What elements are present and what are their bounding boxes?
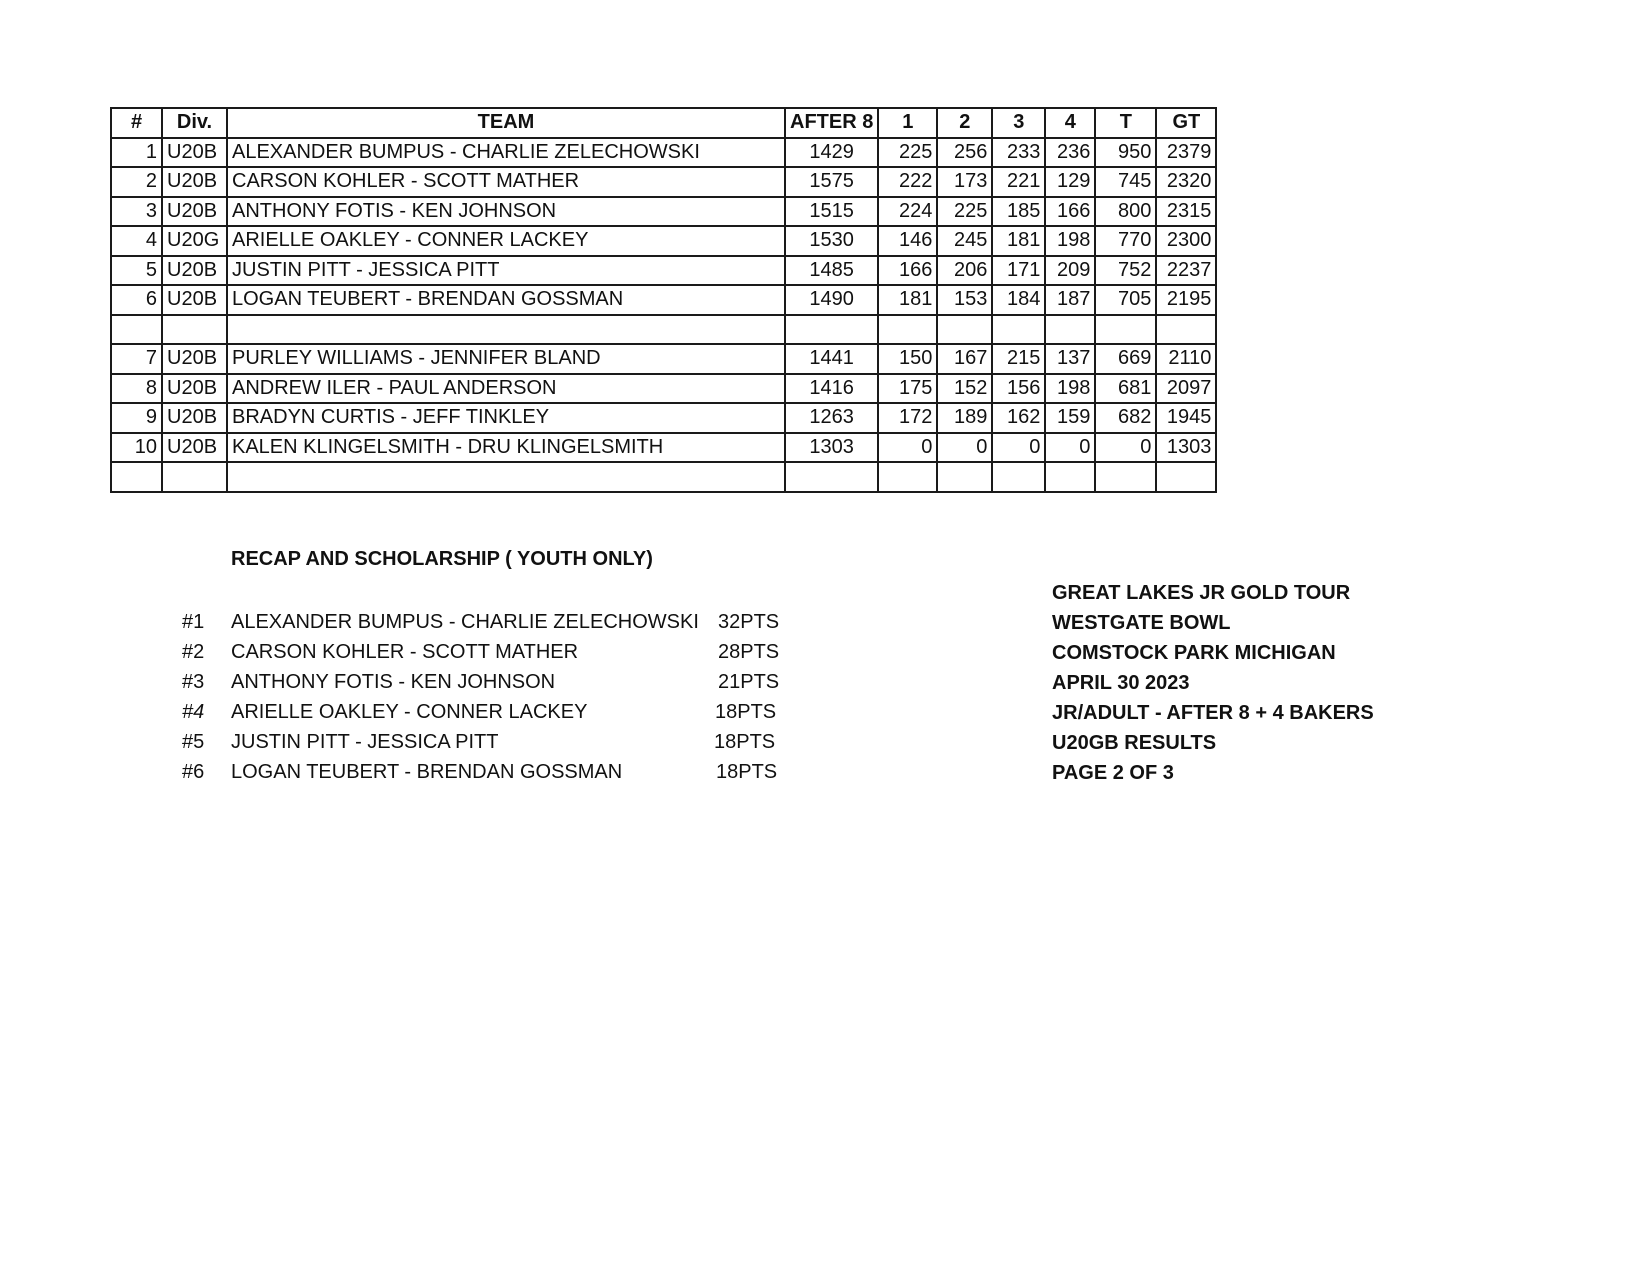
cell-game1: 166 [878, 256, 937, 286]
cell-division: U20B [162, 374, 227, 404]
cell-division [162, 315, 227, 345]
cell-team [227, 462, 785, 492]
cell-total [1095, 315, 1156, 345]
tour-name: GREAT LAKES JR GOLD TOUR [1052, 582, 1351, 604]
table-row [111, 403, 1216, 433]
recap-rank: #3 [182, 671, 205, 693]
cell-total [1095, 462, 1156, 492]
cell-game3: 233 [992, 138, 1045, 168]
cell-total: 705 [1095, 285, 1156, 315]
cell-game1: 0 [878, 433, 937, 463]
cell-game1: 225 [878, 138, 937, 168]
results-table [110, 107, 1217, 493]
event-info [1052, 578, 1374, 788]
cell-game4: 137 [1045, 344, 1095, 374]
cell-team: ANTHONY FOTIS - KEN JOHNSON [227, 197, 785, 227]
cell-after8: 1416 [785, 374, 878, 404]
recap-points: 21PTS [718, 671, 780, 693]
cell-rank [111, 315, 162, 345]
cell-after8: 1303 [785, 433, 878, 463]
cell-game1: 222 [878, 167, 937, 197]
cell-game3: 171 [992, 256, 1045, 286]
header-game4: 4 [1045, 108, 1095, 138]
cell-game3: 0 [992, 433, 1045, 463]
event-date: APRIL 30 2023 [1052, 672, 1190, 694]
cell-game4: 129 [1045, 167, 1095, 197]
cell-grand-total: 2195 [1156, 285, 1216, 315]
header-division: Div. [162, 108, 227, 138]
cell-game2: 173 [937, 167, 992, 197]
table-row [111, 256, 1216, 286]
cell-total: 669 [1095, 344, 1156, 374]
cell-grand-total: 2300 [1156, 226, 1216, 256]
cell-after8: 1429 [785, 138, 878, 168]
cell-after8: 1530 [785, 226, 878, 256]
header-team: TEAM [227, 108, 785, 138]
recap-team: ARIELLE OAKLEY - CONNER LACKEY [231, 701, 588, 723]
cell-grand-total: 2315 [1156, 197, 1216, 227]
header-rank: # [111, 108, 162, 138]
cell-team: ALEXANDER BUMPUS - CHARLIE ZELECHOWSKI [227, 138, 785, 168]
table-row [111, 226, 1216, 256]
event-format: JR/ADULT - AFTER 8 + 4 BAKERS [1052, 702, 1374, 724]
cell-total: 752 [1095, 256, 1156, 286]
venue-location: COMSTOCK PARK MICHIGAN [1052, 642, 1336, 664]
cell-grand-total: 1945 [1156, 403, 1216, 433]
venue-name: WESTGATE BOWL [1052, 612, 1231, 634]
header-game2: 2 [937, 108, 992, 138]
cell-team: JUSTIN PITT - JESSICA PITT [227, 256, 785, 286]
cell-total: 0 [1095, 433, 1156, 463]
recap-team: LOGAN TEUBERT - BRENDAN GOSSMAN [231, 761, 623, 783]
cell-division: U20B [162, 256, 227, 286]
cell-grand-total: 1303 [1156, 433, 1216, 463]
header-grand-total: GT [1156, 108, 1216, 138]
cell-total: 950 [1095, 138, 1156, 168]
cell-team: KALEN KLINGELSMITH - DRU KLINGELSMITH [227, 433, 785, 463]
cell-game3: 181 [992, 226, 1045, 256]
cell-game4: 166 [1045, 197, 1095, 227]
cell-grand-total [1156, 462, 1216, 492]
cell-game3: 162 [992, 403, 1045, 433]
cell-game1: 150 [878, 344, 937, 374]
cell-game4: 0 [1045, 433, 1095, 463]
cell-game2: 152 [937, 374, 992, 404]
recap-points: 18PTS [716, 761, 778, 783]
table-row [111, 433, 1216, 463]
cell-total: 770 [1095, 226, 1156, 256]
cell-game4 [1045, 462, 1095, 492]
cell-game2: 0 [937, 433, 992, 463]
cell-total: 745 [1095, 167, 1156, 197]
cell-rank: 8 [111, 374, 162, 404]
cell-game3: 184 [992, 285, 1045, 315]
cell-after8: 1485 [785, 256, 878, 286]
cell-team: BRADYN CURTIS - JEFF TINKLEY [227, 403, 785, 433]
cell-game2: 153 [937, 285, 992, 315]
cell-team: LOGAN TEUBERT - BRENDAN GOSSMAN [227, 285, 785, 315]
cell-grand-total: 2320 [1156, 167, 1216, 197]
cell-game1: 146 [878, 226, 937, 256]
cell-team: ANDREW ILER - PAUL ANDERSON [227, 374, 785, 404]
cell-game4 [1045, 315, 1095, 345]
recap-rank: #4 [182, 701, 205, 723]
cell-after8: 1441 [785, 344, 878, 374]
cell-team: PURLEY WILLIAMS - JENNIFER BLAND [227, 344, 785, 374]
header-game1: 1 [878, 108, 937, 138]
header-after8: AFTER 8 [785, 108, 878, 138]
recap-team: JUSTIN PITT - JESSICA PITT [231, 731, 499, 753]
recap-team: CARSON KOHLER - SCOTT MATHER [231, 641, 579, 663]
cell-after8: 1263 [785, 403, 878, 433]
cell-game2 [937, 462, 992, 492]
cell-game4: 209 [1045, 256, 1095, 286]
recap-points: 18PTS [714, 731, 776, 753]
cell-rank: 1 [111, 138, 162, 168]
cell-grand-total: 2110 [1156, 344, 1216, 374]
table-row [111, 374, 1216, 404]
cell-game1: 181 [878, 285, 937, 315]
cell-game3 [992, 462, 1045, 492]
cell-grand-total: 2379 [1156, 138, 1216, 168]
cell-rank: 9 [111, 403, 162, 433]
cell-game2: 256 [937, 138, 992, 168]
cell-game1: 175 [878, 374, 937, 404]
cell-division: U20B [162, 344, 227, 374]
cell-division: U20B [162, 403, 227, 433]
cell-team: ARIELLE OAKLEY - CONNER LACKEY [227, 226, 785, 256]
header-total: T [1095, 108, 1156, 138]
cell-game3: 221 [992, 167, 1045, 197]
table-row-blank [111, 315, 1216, 345]
cell-rank: 4 [111, 226, 162, 256]
cell-game2: 206 [937, 256, 992, 286]
table-row [111, 197, 1216, 227]
cell-game3 [992, 315, 1045, 345]
header-row [111, 108, 1216, 138]
cell-game4: 187 [1045, 285, 1095, 315]
cell-rank: 2 [111, 167, 162, 197]
header-game3: 3 [992, 108, 1045, 138]
cell-game2: 245 [937, 226, 992, 256]
cell-after8: 1515 [785, 197, 878, 227]
recap-rank: #2 [182, 641, 205, 663]
cell-team: CARSON KOHLER - SCOTT MATHER [227, 167, 785, 197]
cell-total: 681 [1095, 374, 1156, 404]
cell-division: U20G [162, 226, 227, 256]
recap-points: 32PTS [718, 611, 780, 633]
cell-division [162, 462, 227, 492]
cell-division: U20B [162, 167, 227, 197]
table-row [111, 138, 1216, 168]
cell-after8: 1575 [785, 167, 878, 197]
cell-grand-total: 2097 [1156, 374, 1216, 404]
cell-grand-total [1156, 315, 1216, 345]
page-number: PAGE 2 OF 3 [1052, 762, 1174, 784]
recap-rank: #1 [182, 611, 205, 633]
cell-game2: 167 [937, 344, 992, 374]
cell-rank: 5 [111, 256, 162, 286]
cell-game4: 159 [1045, 403, 1095, 433]
results-division: U20GB RESULTS [1052, 732, 1217, 754]
table-row [111, 285, 1216, 315]
cell-division: U20B [162, 197, 227, 227]
cell-rank: 3 [111, 197, 162, 227]
cell-total: 800 [1095, 197, 1156, 227]
cell-after8: 1490 [785, 285, 878, 315]
table-row-blank [111, 462, 1216, 492]
recap-rank: #5 [182, 731, 205, 753]
recap-points: 18PTS [715, 701, 777, 723]
cell-after8 [785, 462, 878, 492]
cell-rank: 10 [111, 433, 162, 463]
cell-game3: 215 [992, 344, 1045, 374]
cell-game1 [878, 315, 937, 345]
cell-division: U20B [162, 285, 227, 315]
recap-team: ANTHONY FOTIS - KEN JOHNSON [231, 671, 556, 693]
cell-game4: 236 [1045, 138, 1095, 168]
cell-rank: 6 [111, 285, 162, 315]
cell-after8 [785, 315, 878, 345]
cell-game3: 156 [992, 374, 1045, 404]
recap-title: RECAP AND SCHOLARSHIP ( YOUTH ONLY) [231, 548, 653, 570]
cell-game1: 172 [878, 403, 937, 433]
table-row [111, 344, 1216, 374]
table-row [111, 167, 1216, 197]
cell-grand-total: 2237 [1156, 256, 1216, 286]
cell-division: U20B [162, 138, 227, 168]
recap-team: ALEXANDER BUMPUS - CHARLIE ZELECHOWSKI [231, 611, 699, 633]
cell-game1 [878, 462, 937, 492]
cell-game2 [937, 315, 992, 345]
recap-points: 28PTS [718, 641, 780, 663]
cell-rank: 7 [111, 344, 162, 374]
cell-game1: 224 [878, 197, 937, 227]
cell-team [227, 315, 785, 345]
cell-game4: 198 [1045, 226, 1095, 256]
cell-division: U20B [162, 433, 227, 463]
cell-game4: 198 [1045, 374, 1095, 404]
cell-game2: 225 [937, 197, 992, 227]
cell-game2: 189 [937, 403, 992, 433]
recap-rank: #6 [182, 761, 205, 783]
cell-total: 682 [1095, 403, 1156, 433]
cell-rank [111, 462, 162, 492]
cell-game3: 185 [992, 197, 1045, 227]
